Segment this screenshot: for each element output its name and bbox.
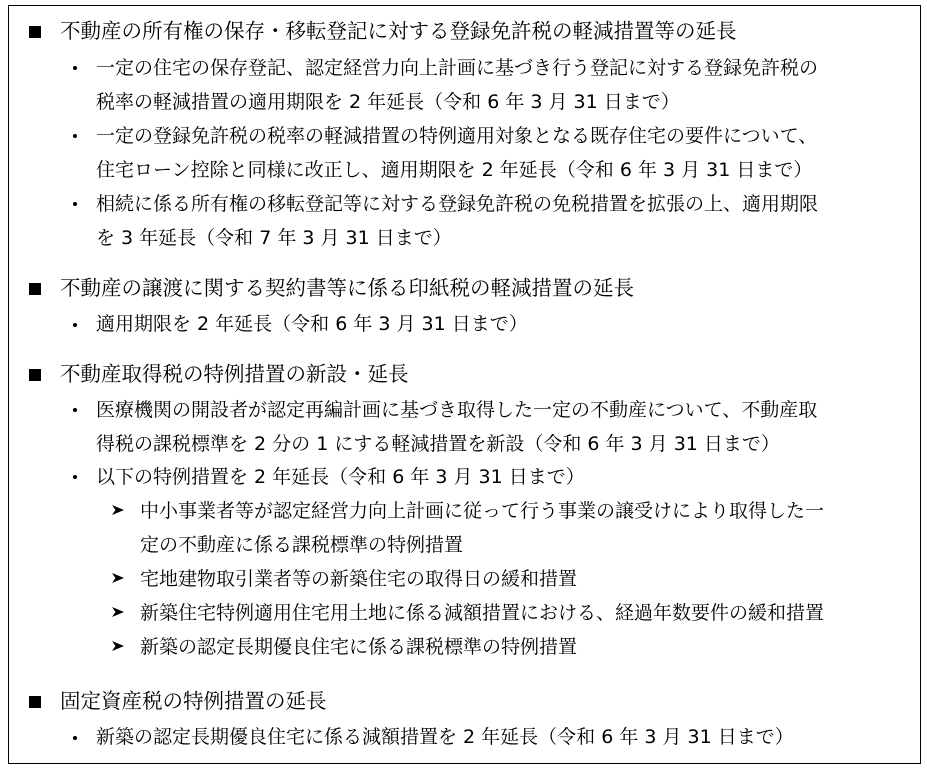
item-text: 医療機関の開設者が認定再編計画に基づき取得した一定の不動産について、不動産取 xyxy=(96,399,818,421)
bullet-icon xyxy=(73,202,77,206)
bullet-icon xyxy=(73,736,77,740)
section-heading: 不動産取得税の特例措置の新設・延長 xyxy=(60,362,409,386)
subitem-text: 宅地建物取引業者等の新築住宅の取得日の緩和措置 xyxy=(140,568,578,590)
arrowhead-icon xyxy=(111,503,125,517)
subitem-text: 定の不動産に係る課税標準の特例措置 xyxy=(140,534,464,556)
item-text: 一定の住宅の保存登記、認定経営力向上計画に基づき行う登記に対する登録免許税の xyxy=(96,57,819,79)
section-heading: 不動産の所有権の保存・移転登記に対する登録免許税の軽減措置等の延長 xyxy=(60,19,737,43)
item-text: を 3 年延長（令和 7 年 3 月 31 日まで） xyxy=(96,227,452,249)
heading-bullet-icon xyxy=(29,26,41,38)
arrowhead-icon xyxy=(111,639,125,653)
bullet-icon xyxy=(73,323,77,327)
item-text: 税率の軽減措置の適用期限を 2 年延長（令和 6 年 3 月 31 日まで） xyxy=(96,91,680,113)
item-text: 得税の課税標準を 2 分の 1 にする軽減措置を新設（令和 6 年 3 月 31 日まで） xyxy=(96,433,780,455)
bullet-icon xyxy=(73,408,77,412)
item-text: 以下の特例措置を 2 年延長（令和 6 年 3 月 31 日まで） xyxy=(96,466,585,488)
arrowhead-icon xyxy=(111,605,125,619)
heading-bullet-icon xyxy=(29,696,41,708)
bullet-icon xyxy=(73,66,77,70)
heading-bullet-icon xyxy=(29,283,41,295)
heading-bullet-icon xyxy=(29,369,41,381)
subitem-text: 中小事業者等が認定経営力向上計画に従って行う事業の譲受けにより取得した一 xyxy=(140,500,825,522)
bullet-icon xyxy=(73,475,77,479)
item-text: 相続に係る所有権の移転登記等に対する登録免許税の免税措置を拡張の上、適用期限 xyxy=(96,193,819,215)
section-heading: 固定資産税の特例措置の延長 xyxy=(60,689,327,713)
document-frame xyxy=(8,5,921,764)
bullet-icon xyxy=(73,134,77,138)
item-text: 住宅ローン控除と同様に改正し、適用期限を 2 年延長（令和 6 年 3 月 31 日まで） xyxy=(96,159,813,181)
item-text: 新築の認定長期優良住宅に係る減額措置を 2 年延長（令和 6 年 3 月 31 日まで） xyxy=(96,726,794,748)
section-heading: 不動産の譲渡に関する契約書等に係る印紙税の軽減措置の延長 xyxy=(60,276,634,300)
subitem-text: 新築住宅特例適用住宅用土地に係る減額措置における、経過年数要件の緩和措置 xyxy=(140,602,825,624)
item-text: 一定の登録免許税の税率の軽減措置の特例適用対象となる既存住宅の要件について、 xyxy=(96,125,818,147)
item-text: 適用期限を 2 年延長（令和 6 年 3 月 31 日まで） xyxy=(96,313,528,335)
subitem-text: 新築の認定長期優良住宅に係る課税標準の特例措置 xyxy=(140,636,578,658)
arrowhead-icon xyxy=(111,571,125,585)
